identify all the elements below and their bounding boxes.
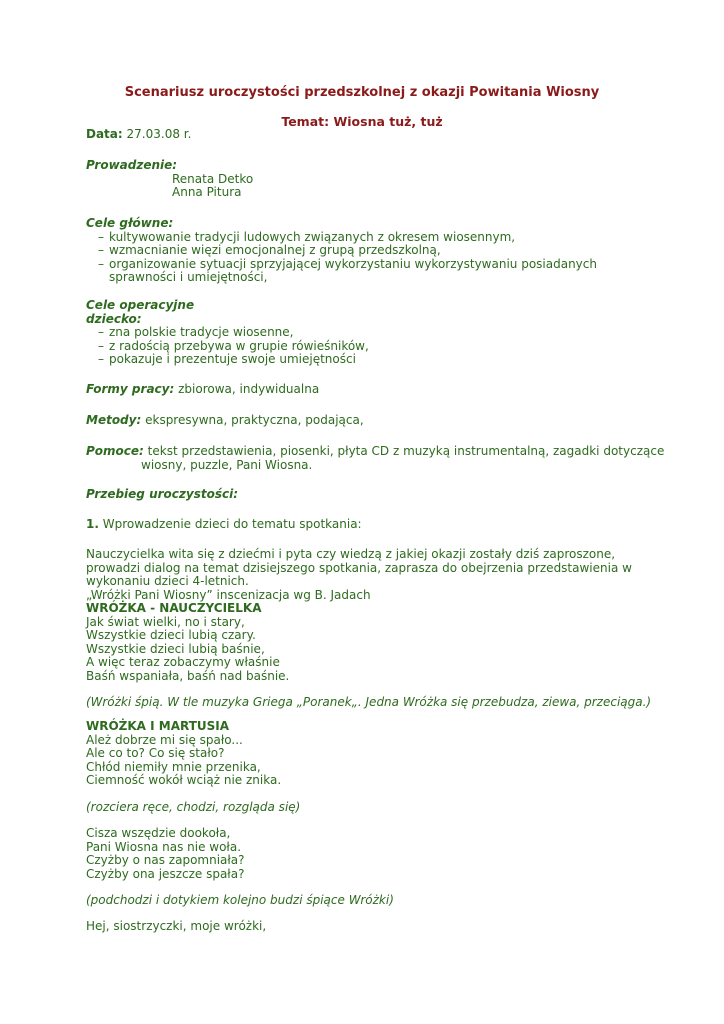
list-item: – kultywowanie tradycji ludowych związanych z okresem wiosennym, [98,231,646,245]
przebieg-heading [86,488,646,502]
stage-direction: (rozciera ręce, chodzi, rozgląda się) [86,800,301,814]
cele-glowne-list [86,231,646,285]
verse-line: A więc teraz zobaczymy właśnie [86,655,280,669]
pomoce-line [86,445,681,472]
prowadzenie-name: Renata Detko [172,171,254,186]
dialogue-section [86,720,646,788]
verse-line: Jak świat wielki, no i stary, [86,614,245,629]
verse-line: Ale co to? Co się stało? [86,746,225,760]
list-item: – wzmacnianie więzi emocjonalnej z grupą przedszkolną, [98,244,646,258]
intro-section [86,548,641,683]
list-item: – zna polskie tradycje wiosenne, [98,326,646,340]
przebieg-label: Przebieg uroczystości: [86,487,238,501]
formy-value: zbiorowa, indywidualna [178,382,320,396]
verse-line: Hej, siostrzyczki, moje wróżki, [86,919,267,933]
subtitle-label: Temat: [281,114,330,129]
verse-line: Wszystkie dzieci lubią baśnie, [86,641,265,656]
role-heading: WRÓŻKA I MARTUSIA [86,719,230,733]
prowadzenie-name: Anna Pitura [172,185,242,199]
prowadzenie-section [86,159,646,200]
stage-direction: (podchodzi i dotykiem kolejno budzi śpiące Wróżki) [86,893,394,907]
stage-direction: (Wróżki śpią. W tle muzyka Griega „Poranek„. Jedna Wróżka się przebudza, ziewa, przeciąga.) [86,695,652,709]
verse-line: Ależ dobrze mi się spało... [86,732,243,747]
date-line [86,128,646,142]
document-title: Scenariusz uroczystości przedszkolnej z okazji Powitania Wiosny [124,85,600,100]
prowadzenie-label: Prowadzenie: [86,158,178,172]
role-heading: WRÓŻKA - NAUCZYCIELKA [86,601,262,615]
list-item: – pokazuje i prezentuje swoje umiejętności [98,353,646,367]
date-label: Data: [86,127,123,141]
verse-line: Pani Wiosna nas nie woła. [86,839,242,854]
metody-value: ekspresywna, praktyczna, podająca, [145,413,364,427]
formy-line [86,383,646,397]
punkt1-number: 1. [86,517,99,531]
date-value: 27.03.08 r. [126,127,192,141]
list-item: – z radością przebywa w grupie rówieśników, [98,340,646,354]
intro-paragraph: Nauczycielka wita się z dziećmi i pyta czy wiedzą z jakiej okazji zostały dziś zaproszone, prowadzi dialog na temat dzisiejszego spotkania, zaprasza do obejrzenia przedstawienia w wykonaniu dzieci 4-letnich. [86,547,632,588]
pomoce-value: tekst przedstawienia, piosenki, płyta CD z muzyką instrumentalną, zagadki dotyczące wiosny, puzzle, Pani Wiosna. [141,444,665,472]
verse-block [86,827,646,881]
verse-line: Czyżby o nas zapomniała? [86,853,245,867]
metody-label: Metody: [86,413,142,427]
pomoce-label: Pomoce: [86,444,144,458]
cele-operacyjne-sublabel: dziecko: [86,311,142,326]
cele-operacyjne-label: Cele operacyjne [86,298,195,312]
verse-line: Cisza wszędzie dookoła, [86,826,231,840]
verse-line: Chłód niemiły mnie przenika, [86,759,261,774]
cele-glowne-label: Cele główne: [86,216,174,230]
inscenizacja-line: „Wróżki Pani Wiosny” inscenizacja wg B. Jadach [86,587,371,602]
list-item: – organizowanie sytuacji sprzyjającej wykorzystaniu wykorzystywaniu posiadanych sprawności i umiejętności, [98,258,646,285]
verse-line: Baśń wspaniała, baśń nad baśnie. [86,668,290,683]
metody-line [86,414,646,428]
punkt1-line [86,518,646,532]
verse-line: Czyżby ona jeszcze spała? [86,866,245,881]
verse-line: Wszystkie dzieci lubią czary. [86,628,256,642]
cele-glowne-section [86,217,646,285]
cele-operacyjne-section [86,299,646,367]
cele-operacyjne-list [86,326,646,367]
punkt1-text: Wprowadzenie dzieci do tematu spotkania: [102,517,362,531]
formy-label: Formy pracy: [86,382,175,396]
verse-line: Ciemność wokół wciąż nie znika. [86,773,282,787]
subtitle-value: Wiosna tuż, tuż [333,114,443,129]
